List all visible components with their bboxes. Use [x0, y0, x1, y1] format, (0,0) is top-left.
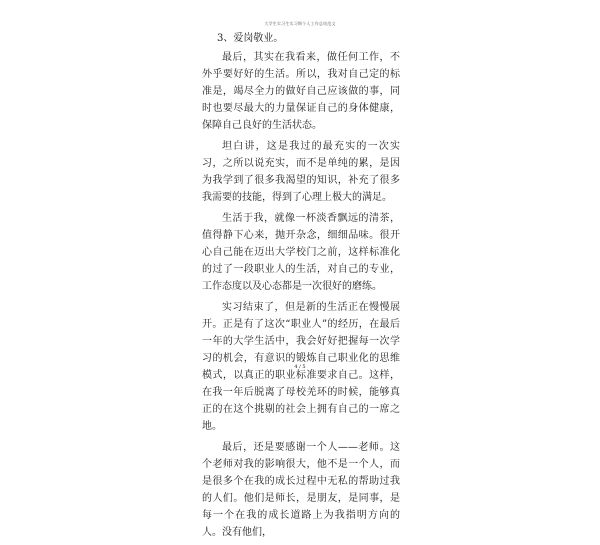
paragraph: 坦白讲，这是我过的最充实的一次实习，之所以说充实，而不是单纯的累，是因为我学到了很多我渴望的知识，补充了很多我需要的技能，得到了心理上极大的满足。: [202, 141, 400, 203]
page-header: 大学生实习生实习期个人工作总结范文: [264, 21, 336, 26]
paragraph: 实习结束了，但是新的生活正在慢慢展开。正是有了这次“职业人”的经历，在最后一年的大学生活中，我会好好把握每一次学习的机会，有意识的锻炼自己职业化的思维模式，以真正的职业标准要求自己。这样，在我一年后脱离了母校羌环的时候，能够真正的在这个挑剔的社会上拥有自己的一席之地。: [202, 302, 400, 432]
paragraph: 生活于我，就像一杯淡香飘远的清茶，值得静下心来，抛开杂念，细细品味。很开心自己能在迈出大学校门之前，这样标准化的过了一段职业人的生活，对自己的专业，工作态度以及心态都是一次很好的磨练。: [202, 213, 400, 292]
paragraph: 最后，还是要感谢一个人——老师。这个老师对我的影响很大，他不是一个人，而是很多个在我的成长过程中无私的帮助过我的人们。他们是师长，是朋友，是同事，是每一个在我的成长道路上为我指明方向的人。没有他们，: [202, 442, 400, 538]
page-number: 4 / 5: [294, 364, 306, 370]
document-body: [202, 30, 400, 545]
section-heading: 3、爱岗敬业。: [217, 33, 284, 44]
paragraph: 最后，其实在我看来，做任何工作，不外乎要好好的生活。所以，我对自己定的标准是，竭尽全力的做好自己应该做的事，同时也要尽最大的力量保证自己的身体健康，保障自己良好的生活状态。: [202, 52, 400, 131]
